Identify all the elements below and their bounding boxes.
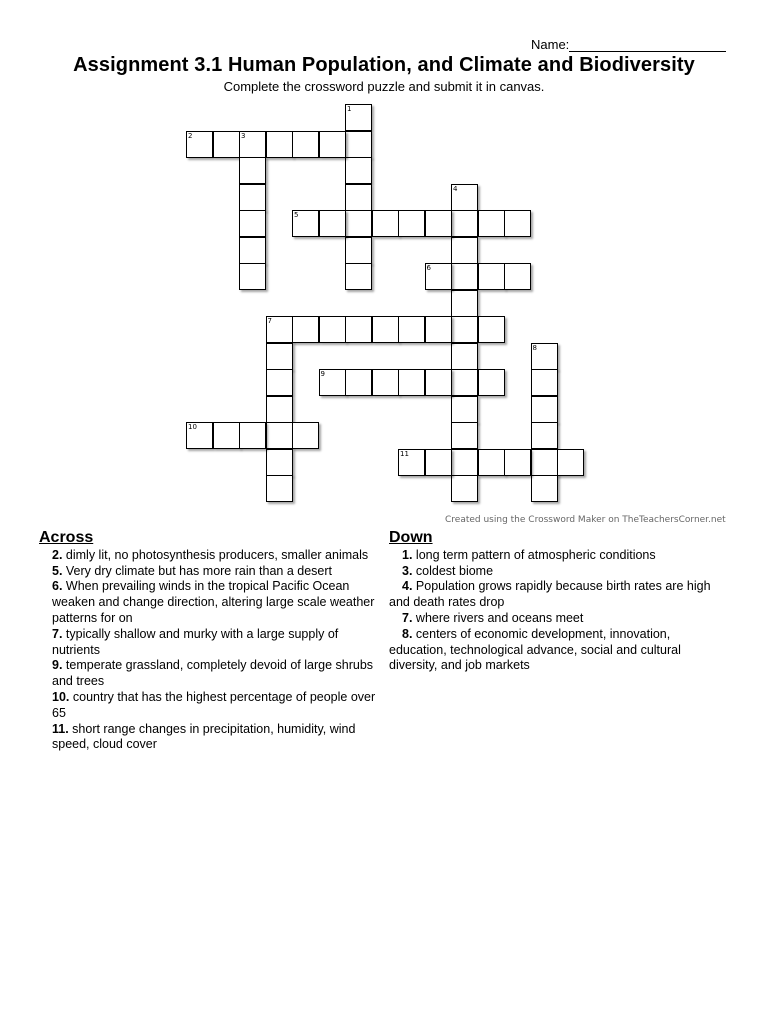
clue-number: 8 bbox=[532, 343, 537, 352]
grid-cell[interactable] bbox=[504, 263, 531, 290]
clue-text: temperate grassland, completely devoid of large shrubs and trees bbox=[52, 658, 374, 689]
clue-number: 7. bbox=[402, 610, 413, 625]
grid-cell[interactable] bbox=[345, 131, 372, 158]
grid-cell[interactable] bbox=[266, 316, 293, 343]
clue-text: where rivers and oceans meet bbox=[412, 610, 584, 625]
clue-number: 3 bbox=[241, 131, 246, 140]
grid-cell[interactable] bbox=[345, 104, 372, 131]
grid-cell[interactable] bbox=[266, 343, 293, 370]
grid-cell[interactable] bbox=[345, 157, 372, 184]
credit-line: Created using the Crossword Maker on TheTeachersCorner.net bbox=[445, 515, 726, 525]
grid-cell[interactable] bbox=[451, 184, 478, 211]
page-title: Assignment 3.1 Human Population, and Climate and Biodiversity bbox=[73, 54, 695, 76]
clue-number: 1 bbox=[347, 105, 352, 113]
clue-number: 11 bbox=[400, 449, 409, 458]
grid-cell[interactable] bbox=[319, 369, 346, 396]
across-clue bbox=[39, 627, 384, 659]
grid-cell[interactable] bbox=[531, 396, 558, 423]
clue-number: 10 bbox=[188, 423, 197, 431]
grid-cell[interactable] bbox=[451, 210, 478, 237]
grid-cell[interactable] bbox=[266, 131, 293, 158]
grid-cell[interactable] bbox=[319, 210, 346, 237]
grid-cell[interactable] bbox=[451, 475, 478, 502]
grid-cell[interactable] bbox=[239, 131, 266, 158]
across-clue bbox=[39, 722, 384, 754]
grid-cell[interactable] bbox=[504, 449, 531, 476]
down-clue bbox=[389, 579, 729, 611]
clue-text: long term pattern of atmospheric conditions bbox=[412, 547, 656, 562]
grid-cell[interactable] bbox=[372, 210, 399, 237]
grid-cell[interactable] bbox=[345, 184, 372, 211]
clue-number: 7 bbox=[267, 317, 272, 325]
clue-number: 3. bbox=[402, 563, 413, 578]
grid-cell[interactable] bbox=[239, 237, 266, 264]
grid-cell[interactable] bbox=[451, 343, 478, 370]
grid-cell[interactable] bbox=[478, 369, 505, 396]
grid-cell[interactable] bbox=[451, 449, 478, 476]
grid-cell[interactable] bbox=[292, 210, 319, 237]
grid-cell[interactable] bbox=[398, 210, 425, 237]
clue-text: Very dry climate but has more rain than a desert bbox=[62, 563, 333, 578]
clue-number: 2 bbox=[188, 131, 193, 140]
grid-cell[interactable] bbox=[531, 422, 558, 449]
grid-cell[interactable] bbox=[451, 316, 478, 343]
down-clue bbox=[389, 627, 729, 674]
down-clues bbox=[389, 530, 729, 674]
grid-cell[interactable] bbox=[345, 369, 372, 396]
across-clues bbox=[39, 530, 384, 753]
across-clue bbox=[39, 564, 384, 580]
grid-cell[interactable] bbox=[425, 210, 452, 237]
grid-cell[interactable] bbox=[292, 316, 319, 343]
grid-cell[interactable] bbox=[451, 263, 478, 290]
clue-text: centers of economic development, innovation, education, technological advance, social and cultural diversity, and job markets bbox=[389, 626, 681, 673]
clue-number: 5. bbox=[52, 563, 63, 578]
clue-number: 9 bbox=[320, 370, 325, 378]
grid-cell[interactable] bbox=[292, 422, 319, 449]
grid-cell[interactable] bbox=[266, 422, 293, 449]
clue-text: short range changes in precipitation, humidity, wind speed, cloud cover bbox=[52, 721, 356, 752]
clue-number: 1. bbox=[402, 547, 413, 562]
grid-cell[interactable] bbox=[213, 131, 240, 158]
across-clue bbox=[39, 548, 384, 564]
across-clue bbox=[39, 579, 384, 626]
instructions: Complete the crossword puzzle and submit it in canvas. bbox=[223, 79, 545, 94]
grid-cell[interactable] bbox=[531, 343, 558, 370]
grid-cell[interactable] bbox=[478, 316, 505, 343]
down-clue bbox=[389, 548, 729, 564]
name-field[interactable] bbox=[531, 37, 726, 52]
clue-text: typically shallow and murky with a large supply of nutrients bbox=[52, 626, 339, 657]
grid-cell[interactable] bbox=[504, 210, 531, 237]
grid-cell[interactable] bbox=[531, 369, 558, 396]
grid-cell[interactable] bbox=[425, 449, 452, 476]
grid-cell[interactable] bbox=[425, 263, 452, 290]
grid-cell[interactable] bbox=[451, 396, 478, 423]
across-clue bbox=[39, 690, 384, 722]
grid-cell[interactable] bbox=[239, 422, 266, 449]
grid-cell[interactable] bbox=[266, 369, 293, 396]
clue-text: When prevailing winds in the tropical Pacific Ocean weaken and change direction, altering large scale weather patterns for on bbox=[52, 579, 375, 625]
grid-cell[interactable] bbox=[398, 369, 425, 396]
clue-number: 9. bbox=[52, 658, 63, 673]
grid-cell[interactable] bbox=[239, 263, 266, 290]
grid-cell[interactable] bbox=[345, 237, 372, 264]
name-label: Name: bbox=[531, 37, 570, 52]
grid-cell[interactable] bbox=[451, 369, 478, 396]
grid-cell[interactable] bbox=[239, 184, 266, 211]
name-blank-line[interactable] bbox=[569, 37, 726, 52]
across-clue-list bbox=[39, 548, 384, 753]
clue-text: coldest biome bbox=[412, 563, 494, 578]
grid-cell[interactable] bbox=[186, 422, 213, 449]
grid-cell[interactable] bbox=[345, 263, 372, 290]
grid-cell[interactable] bbox=[478, 210, 505, 237]
grid-cell[interactable] bbox=[398, 449, 425, 476]
grid-cell[interactable] bbox=[531, 475, 558, 502]
grid-cell[interactable] bbox=[425, 316, 452, 343]
grid-cell[interactable] bbox=[345, 210, 372, 237]
grid-cell[interactable] bbox=[557, 449, 584, 476]
clue-number: 5 bbox=[294, 211, 299, 219]
clue-text: dimly lit, no photosynthesis producers, smaller animals bbox=[62, 547, 369, 562]
grid-cell[interactable] bbox=[478, 263, 505, 290]
grid-cell[interactable] bbox=[372, 369, 399, 396]
grid-cell[interactable] bbox=[319, 131, 346, 158]
clue-text: Population grows rapidly because birth rates are high and death rates drop bbox=[389, 579, 711, 610]
clue-number: 7. bbox=[52, 626, 63, 641]
across-clue bbox=[39, 658, 384, 690]
grid-cell[interactable] bbox=[451, 290, 478, 317]
grid-cell[interactable] bbox=[372, 316, 399, 343]
clue-number: 8. bbox=[402, 626, 413, 641]
grid-cell[interactable] bbox=[425, 369, 452, 396]
grid-cell[interactable] bbox=[451, 422, 478, 449]
grid-cell[interactable] bbox=[266, 475, 293, 502]
grid-cell[interactable] bbox=[531, 449, 558, 476]
clue-number: 4. bbox=[402, 579, 413, 594]
down-clue-list bbox=[389, 548, 729, 674]
clue-number: 2. bbox=[52, 547, 63, 562]
grid-cell[interactable] bbox=[186, 131, 213, 158]
clue-number: 11. bbox=[52, 721, 69, 736]
grid-cell[interactable] bbox=[239, 210, 266, 237]
grid-cell[interactable] bbox=[266, 449, 293, 476]
clue-number: 6. bbox=[52, 579, 63, 594]
grid-cell[interactable] bbox=[319, 316, 346, 343]
down-clue bbox=[389, 564, 729, 580]
grid-cell[interactable] bbox=[239, 157, 266, 184]
grid-cell[interactable] bbox=[292, 131, 319, 158]
down-clue bbox=[389, 611, 729, 627]
grid-cell[interactable] bbox=[266, 396, 293, 423]
clue-text: country that has the highest percentage of people over 65 bbox=[52, 689, 376, 720]
grid-cell[interactable] bbox=[345, 316, 372, 343]
grid-cell[interactable] bbox=[213, 422, 240, 449]
clue-number: 10. bbox=[52, 689, 70, 704]
across-heading: Across bbox=[39, 529, 94, 546]
clue-number: 4 bbox=[453, 184, 458, 193]
down-heading: Down bbox=[389, 529, 433, 546]
grid-cell[interactable] bbox=[478, 449, 505, 476]
grid-cell[interactable] bbox=[451, 237, 478, 264]
grid-cell[interactable] bbox=[398, 316, 425, 343]
clue-number: 6 bbox=[426, 264, 431, 272]
